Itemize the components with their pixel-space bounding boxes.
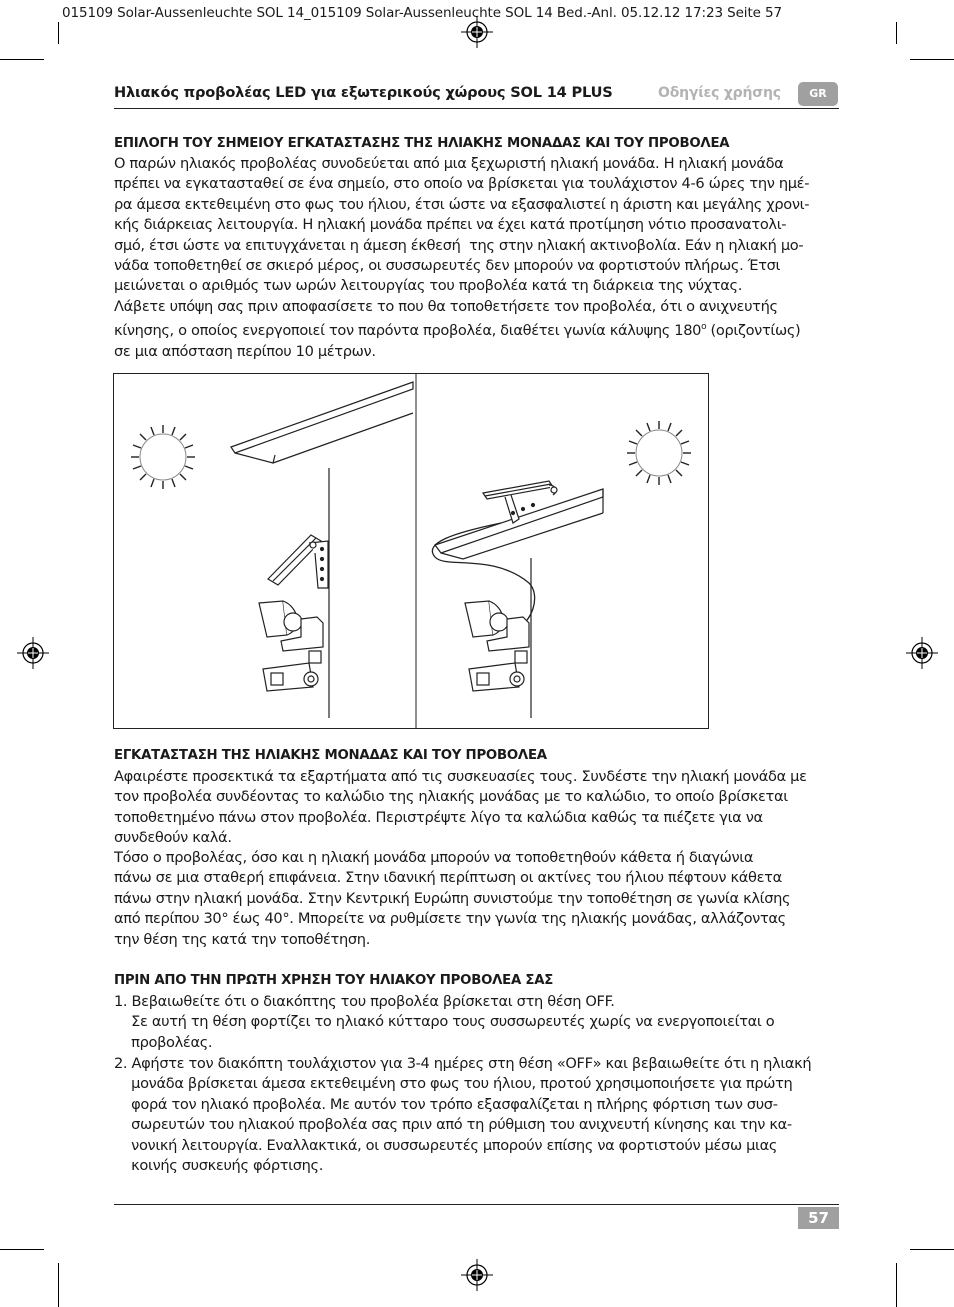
- list-item: 1. Βεβαιωθείτε ότι ο διακόπτης του προβολέα βρίσκεται στη θέση OFF. Σε αυτή τη θέση φορτίζει το ηλιακό κύτταρο τους συσσωρευτές χωρίς να ενεργοποιείται ο προβολέας.: [114, 993, 775, 1051]
- section-heading: ΠΡΙΝ ΑΠΟ ΤΗΝ ΠΡΩΤΗ ΧΡΗΣΗ ΤΟΥ ΗΛΙΑΚΟΥ ΠΡΟΒΟΛΕΑ ΣΑΣ: [114, 973, 554, 988]
- paragraph: Τόσο ο προβολέας, όσο και η ηλιακή μονάδα μπορούν να τοποθετηθούν κάθετα ή διαγώνια πάνω σε μια σταθερή επιφάνεια. Στην ιδανική περίπτωση οι ακτίνες του ήλιου πέφτουν κάθετα πάνω στην ηλιακή μονάδα. Στην Κεντρική Ευρώπη συνιστούμε την τοποθέτηση σε γωνία κλίσης από περίπου 30° έως 40°. Μπορείτε να ρυθμίσετε την γωνία της ηλιακής μονάδας, αλλάζοντας την θέση της κατά την τοποθέτηση.: [114, 849, 791, 948]
- paragraph-text: Λάβετε υπόψη σας πριν αποφασίσετε το που θα τοποθετήσετε τον προβολέα, ότι ο ανιχνευτής κίνησης, ο οποίος ενεργοποιεί τον παρόντα προβολέα, διαθέτει γωνία κάλυψης 180: [114, 298, 778, 340]
- crop-mark: [0, 1249, 44, 1250]
- section-heading: ΕΓΚΑΤΑΣΤΑΣΗ ΤΗΣ ΗΛΙΑΚΗΣ ΜΟΝΑΔΑΣ ΚΑΙ ΤΟΥ ΠΡΟΒΟΛΕΑ: [114, 748, 547, 763]
- registration-mark-bottom: [461, 1259, 493, 1291]
- document-title: Ηλιακός προβολέας LED για εξωτερικούς χώρους SOL 14 PLUS: [114, 84, 613, 101]
- paragraph: Αφαιρέστε προσεκτικά τα εξαρτήματα από τις συσκευασίες τους. Συνδέστε την ηλιακή μονάδα με τον προβολέα συνδέοντας το καλώδιο της ηλιακής μονάδας με το καλώδιο, το οποίο βρίσκεται τοποθετημένο πάνω στον προβολέα. Περιστρέψτε λίγο τα καλώδια καθώς τα πιέζετε για να συνδεθούν καλά.: [114, 768, 807, 847]
- registration-mark-left: [17, 637, 49, 669]
- crop-mark: [896, 22, 897, 44]
- crop-mark: [896, 1263, 897, 1307]
- header-rule: [114, 108, 839, 109]
- crop-mark: [58, 1263, 59, 1307]
- paragraph: Ο παρών ηλιακός προβολέας συνοδεύεται από μια ξεχωριστή ηλιακή μονάδα. Η ηλιακή μονάδα πρέπει να εγκατασταθεί σε ένα σημείο, στο οποίο να βρίσκεται για τουλάχιστον 4-6 ώρες την ημέ- ρα άμεσα εκτεθειμένη στο φως του ήλιου, έτσι ώστε να εξασφαλιστεί η άριστη και μεγάλης χρονι- κής διάρκειας λειτουργία. Η ηλιακή μονάδα πρέπει να έχει κατά προτίμηση νότιο προσανατολι- σμό, έτσι ώστε να επιτυγχάνεται η άμεση έκθεσή της στην ηλιακή ακτινοβολία. Εάν η ηλιακή μο- νάδα τοποθετηθεί σε σκιερό μέρος, οι συσσωρευτές δεν μπορούν να φορτιστούν πλήρως. Έτσι μειώνεται ο αριθμός των ωρών λειτουργίας του προβολέα κατά τη διάρκεια της νύχτας.: [114, 155, 810, 295]
- paragraph: [114, 297, 800, 362]
- crop-mark: [910, 1249, 954, 1250]
- footer-rule: [114, 1204, 839, 1205]
- crop-mark: [0, 59, 44, 60]
- crop-mark: [58, 22, 59, 44]
- crop-mark: [910, 59, 954, 60]
- print-header: 015109 Solar-Aussenleuchte SOL 14_015109 Solar-Aussenleuchte SOL 14 Bed.-Anl. 05.12.12 17:23 Seite 57: [62, 5, 783, 21]
- section-heading: ΕΠΙΛΟΓΗ ΤΟΥ ΣΗΜΕΙΟΥ ΕΓΚΑΤΑΣΤΑΣΗΣ ΤΗΣ ΗΛΙΑΚΗΣ ΜΟΝΑΔΑΣ ΚΑΙ ΤΟΥ ΠΡΟΒΟΛΕΑ: [114, 136, 730, 151]
- list-item: 2. Αφήστε τον διακόπτη τουλάχιστον για 3-4 ημέρες στη θέση «OFF» και βεβαιωθείτε ότι η ηλιακή μονάδα βρίσκεται άμεσα εκτεθειμένη στο φως του ήλιου, προτού χρησιμοποιήσετε για πρώτη φορά τον ηλιακό προβολέα. Με αυτόν τον τρόπο εξασφαλίζεται η πλήρης φόρτιση των συσ- σωρευτών του ηλιακού προβολέα σας πριν από τη ρύθμιση του ανιχνευτή κίνησης και την κα- νονική λειτουργία. Εναλλακτικά, οι συσσωρευτές μπορούν επίσης να φορτιστούν μέσω μιας κοινής συσκευής φόρτισης.: [114, 1055, 812, 1175]
- installation-illustration: [113, 373, 709, 729]
- page-number: 57: [798, 1207, 839, 1229]
- language-badge: GR: [798, 82, 838, 106]
- guide-label: Οδηγίες χρήσης: [658, 85, 781, 101]
- registration-mark-top: [461, 16, 493, 48]
- degree-mark: o: [701, 322, 707, 333]
- paragraph-text: (οριζοντίως) σε μια απόσταση περίπου 10 μέτρων.: [114, 322, 801, 360]
- registration-mark-right: [906, 637, 938, 669]
